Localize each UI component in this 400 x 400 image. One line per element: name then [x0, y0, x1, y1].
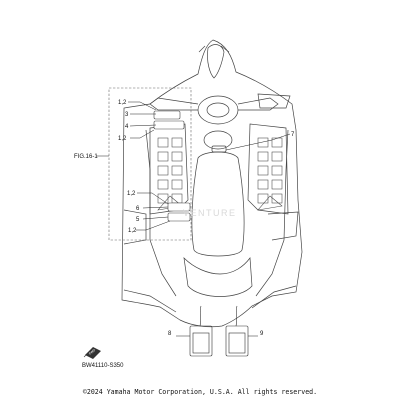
label-1-2-top: 1,2: [118, 100, 127, 106]
seat: [192, 152, 244, 256]
mat-pad: [172, 180, 182, 189]
mat-pad: [258, 152, 268, 161]
mat-pad: [272, 166, 282, 175]
label-5: 5: [136, 217, 140, 223]
mat-pad: [272, 152, 282, 161]
mat-pad: [258, 194, 268, 203]
mat-pad: [158, 194, 168, 203]
mat-pad: [258, 166, 268, 175]
mat-pad: [272, 180, 282, 189]
tag-9-string: [236, 306, 237, 326]
nose-cap: [207, 45, 224, 78]
label-1-2-mid: 1,2: [118, 136, 127, 142]
mat-pad: [158, 180, 168, 189]
steering-hub: [207, 103, 229, 117]
stern-left: [124, 290, 176, 312]
label-3: 3: [125, 112, 129, 118]
label-7: 7: [291, 132, 295, 138]
hull-outline: [122, 40, 302, 327]
mat-pad: [258, 180, 268, 189]
part-code: BW41110-S350: [82, 363, 124, 369]
tag-8: [190, 326, 212, 356]
decal-3: [154, 111, 180, 119]
tag-9-inner: [229, 333, 245, 353]
front-arrow-icon: [84, 347, 101, 359]
copyright-notice: ©2024 Yamaha Motor Corporation, U.S.A. All rights reserved.: [82, 388, 318, 396]
tag-9: [226, 326, 248, 356]
watermark: VENTURE: [183, 208, 237, 218]
label-1-2-low: 1,2: [127, 191, 136, 197]
left-footwell: [150, 124, 188, 214]
mat-pad: [158, 138, 168, 147]
hull-right-fin: [268, 212, 298, 240]
tag-8-string: [200, 306, 201, 326]
rear-deck: [184, 258, 252, 297]
mat-pad: [172, 152, 182, 161]
steering-pad: [198, 96, 238, 124]
fig-reference-label: FIG.16-1: [74, 154, 98, 160]
label-1-2-bottom: 1,2: [128, 228, 137, 234]
label-9: 9: [260, 331, 264, 337]
mat-pad: [158, 166, 168, 175]
mat-pad: [172, 166, 182, 175]
label-6: 6: [136, 206, 140, 212]
tag-8-inner: [193, 333, 209, 353]
label-4: 4: [125, 124, 129, 130]
mat-pad: [158, 152, 168, 161]
label-8: 8: [168, 331, 172, 337]
mat-pad: [172, 138, 182, 147]
decal-4: [154, 121, 184, 129]
hull-left-fin: [124, 210, 146, 244]
stern-right: [252, 286, 296, 308]
svg-text:FWD: FWD: [88, 348, 97, 356]
